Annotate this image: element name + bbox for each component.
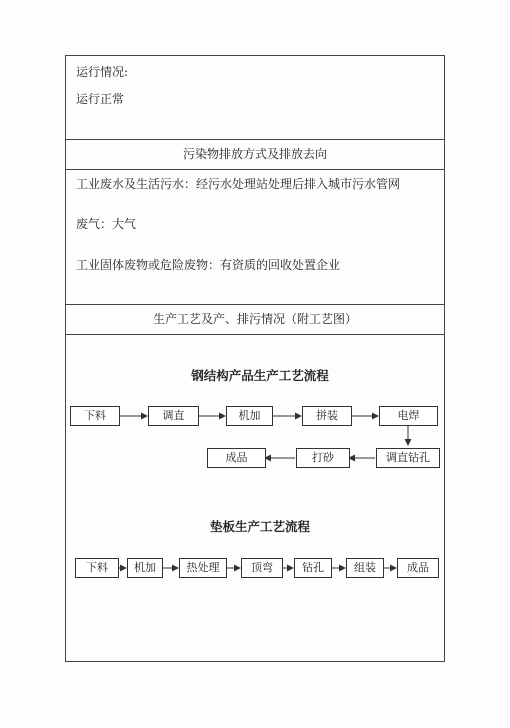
flow1-step-machining: 机加 (226, 406, 273, 426)
flow1-step-cutting: 下料 (70, 406, 120, 426)
flow2-step-drilling: 钻孔 (294, 558, 332, 578)
flow2-step-finished: 成品 (397, 558, 439, 578)
flow1-step-straighten-drill: 调直钻孔 (376, 448, 440, 468)
flow2-step-heat-treatment: 热处理 (179, 558, 227, 578)
wastewater-text: 工业废水及生活污水：经污水处理站处理后排入城市污水管网 (76, 177, 401, 191)
operation-status: 运行正常 (76, 92, 125, 106)
flow1-step-welding: 电焊 (379, 406, 438, 426)
flow1-title: 钢结构产品生产工艺流程 (191, 368, 329, 383)
flow2-step-bending: 顶弯 (241, 558, 283, 578)
flow2-title: 垫板生产工艺流程 (209, 519, 310, 534)
process-heading: 生产工艺及产、排污情况（附工艺图） (152, 312, 357, 326)
flow2-step-machining: 机加 (127, 558, 163, 578)
flow1-step-finished: 成品 (207, 448, 266, 468)
operation-label: 运行情况: (76, 65, 129, 79)
gas-text: 废气：大气 (76, 217, 137, 231)
flow2-step-assembly: 组装 (346, 558, 384, 578)
flow1-step-straighten: 调直 (148, 406, 199, 426)
solid-waste-text: 工业固体废物或危险废物：有资质的回收处置企业 (76, 258, 341, 272)
flow1-step-sanding: 打砂 (296, 448, 350, 468)
pollutant-heading: 污染物排放方式及排放去向 (182, 147, 327, 161)
flow1-step-assembly: 拼装 (302, 406, 352, 426)
flow2-step-cutting: 下料 (75, 558, 119, 578)
